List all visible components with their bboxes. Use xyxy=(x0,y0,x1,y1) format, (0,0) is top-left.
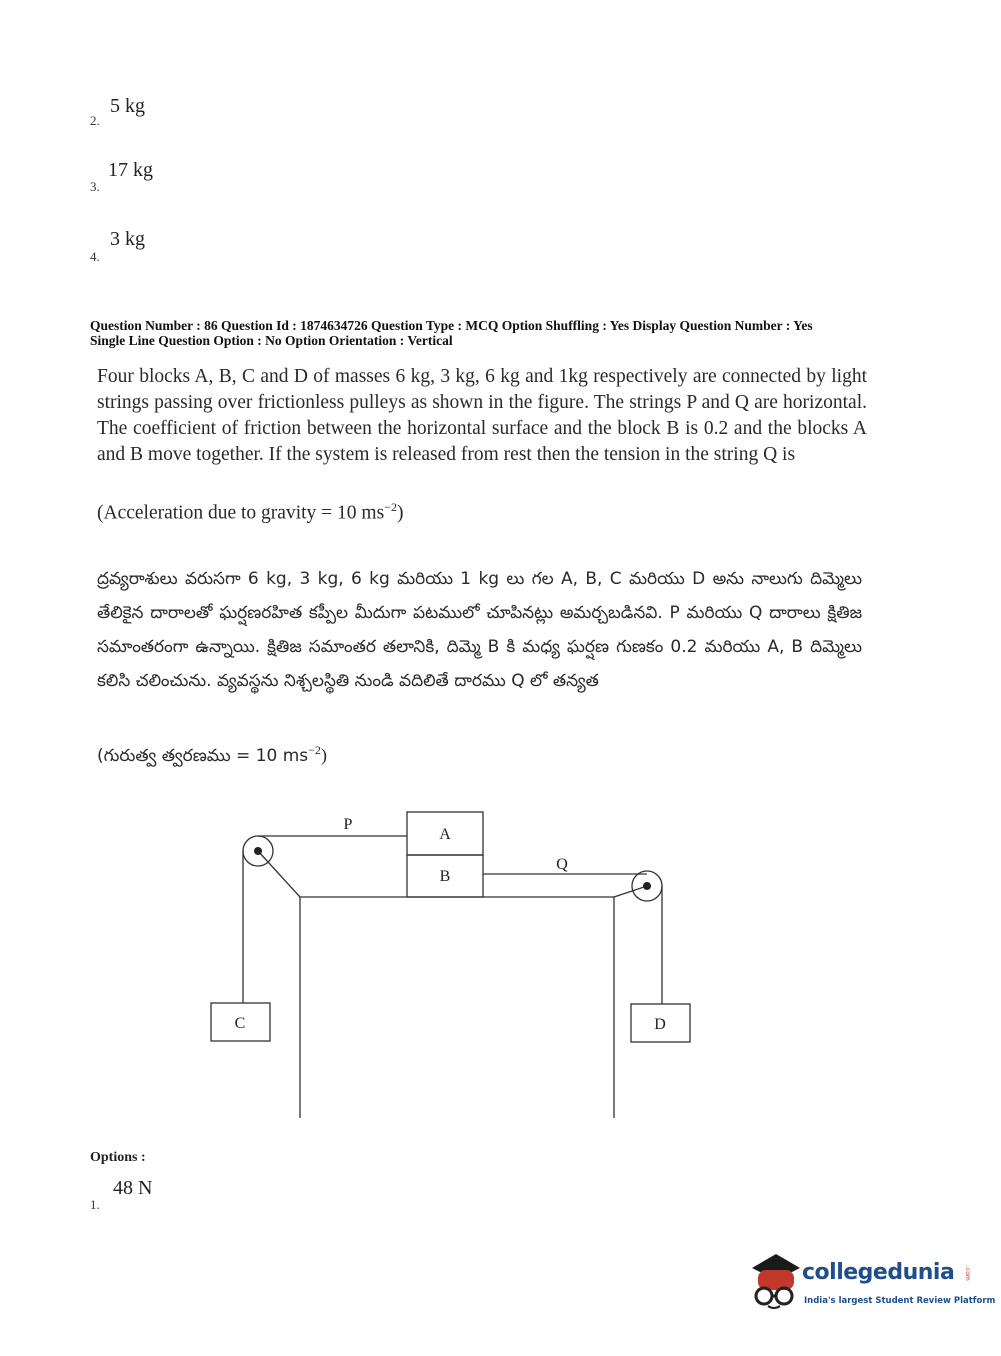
collegedunia-watermark xyxy=(742,1250,996,1320)
collegedunia-suffix: .com xyxy=(964,1266,971,1281)
prev-option-4-number: 4. xyxy=(90,249,100,264)
label-q: Q xyxy=(556,856,568,873)
gravity-note-telugu-exponent: −2 xyxy=(308,743,321,757)
question-meta-line2: Single Line Question Option : No Option Orientation : Vertical xyxy=(90,333,453,348)
prev-option-3-value: 17 kg xyxy=(108,159,153,181)
collegedunia-mascot-icon xyxy=(742,1250,804,1312)
left-pulley-axle xyxy=(254,847,262,855)
left-pulley-support xyxy=(258,851,300,897)
label-c: C xyxy=(234,1015,246,1032)
collegedunia-tagline: India's largest Student Review Platform xyxy=(804,1296,996,1306)
question-text-telugu: ద్రవ్యరాశులు వరుసగా 6 kg, 3 kg, 6 kg మరియు 1 kg లు గల A, B, C మరియు D అను నాలుగు దిమ్మెలు తేలికైన దారాలతో ఘర్షణరహిత కప్పీల మీదుగా పటములో చూపినట్లు అమర్చబడినవి. P మరియు Q దారాలు క్షితిజ సమాంతరంగా ఉన్నాయి. క్షితిజ సమాంతర తలానికి, దిమ్మె B కి మధ్య ఘర్షణ గుణకం 0.2 మరియు A, B దిమ్మెలు కలిసి చలించును. వ్యవస్థను నిశ్చలస్థితి నుండి వదిలితే దారము Q లో తన్యత xyxy=(97,569,862,691)
prev-option-3-number: 3. xyxy=(90,179,100,194)
right-pulley-support xyxy=(614,886,647,897)
table-surface xyxy=(300,897,614,1118)
prev-option-4-value: 3 kg xyxy=(110,228,145,250)
label-a: A xyxy=(439,826,451,843)
options-heading: Options : xyxy=(90,1150,146,1165)
right-pulley-axle xyxy=(643,882,651,890)
question-meta-line1: Question Number : 86 Question Id : 1874634726 Question Type : MCQ Option Shuffling : Yes Display Question Number : Yes xyxy=(90,318,813,333)
label-d: D xyxy=(654,1016,666,1033)
gravity-note-english-exponent: −2 xyxy=(384,500,397,514)
prev-option-2-number: 2. xyxy=(90,113,100,128)
prev-option-2-value: 5 kg xyxy=(110,95,145,117)
collegedunia-brand: collegedunia xyxy=(802,1260,955,1285)
gravity-note-english-suffix: ) xyxy=(396,502,404,524)
option-1-number: 1. xyxy=(90,1197,100,1212)
gravity-note-telugu-prefix: (గురుత్వ త్వరణము = 10 ms xyxy=(97,746,309,766)
gravity-note-english-prefix: (Acceleration due to gravity = 10 ms xyxy=(97,502,385,524)
label-b: B xyxy=(439,868,451,885)
gravity-note-telugu-suffix: ) xyxy=(320,745,327,765)
option-1-value: 48 N xyxy=(113,1177,153,1199)
question-text-english: Four blocks A, B, C and D of masses 6 kg, 3 kg, 6 kg and 1kg respectively are connected by light strings passing over frictionless pulleys as shown in the figure. The strings P and Q are horizontal. The coefficient of friction between the horizontal surface and the block B is 0.2 and the blocks A and B move together. If the system is released from rest then the tension in the string Q is xyxy=(97,366,867,465)
label-p: P xyxy=(343,816,353,833)
